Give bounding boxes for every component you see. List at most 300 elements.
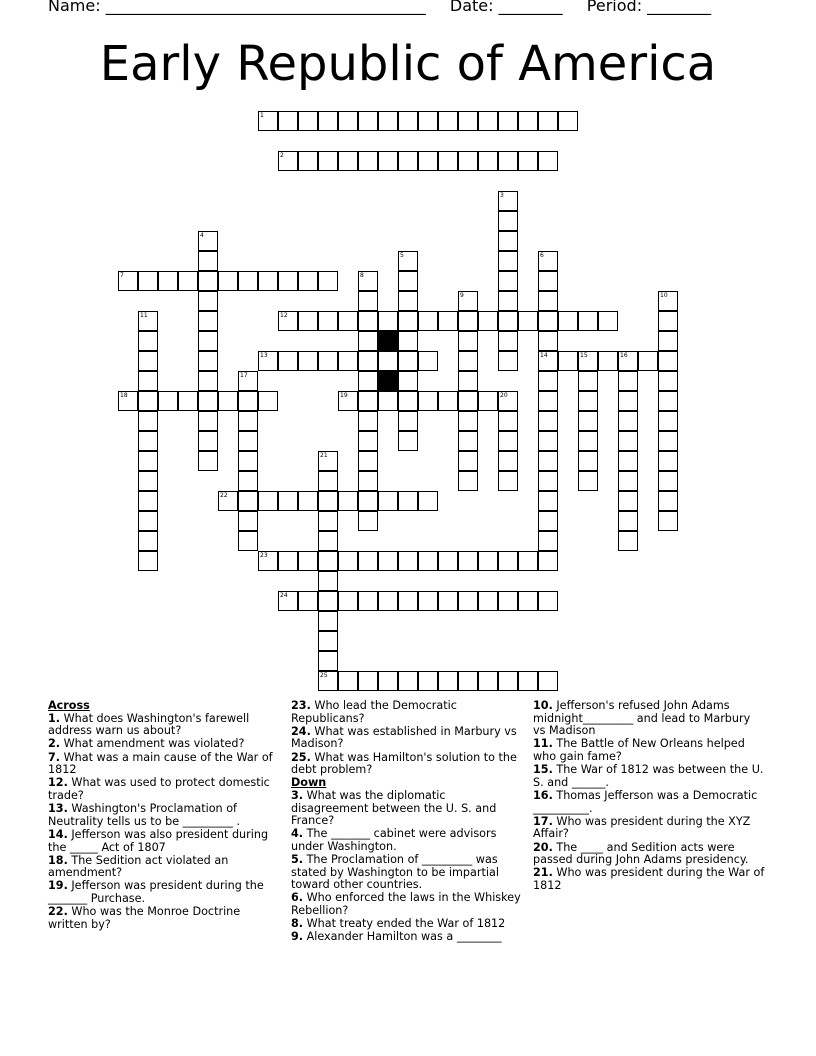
crossword-cell[interactable] <box>638 351 658 371</box>
crossword-cell[interactable] <box>398 331 418 351</box>
crossword-cell[interactable] <box>538 551 558 571</box>
crossword-cell[interactable] <box>358 371 378 391</box>
clue-item <box>48 713 280 738</box>
crossword-cell[interactable] <box>318 671 338 691</box>
period-blank[interactable]: ________ <box>647 0 712 15</box>
crossword-cell[interactable] <box>458 451 478 471</box>
crossword-cell[interactable] <box>658 391 678 411</box>
crossword-cell[interactable] <box>378 351 398 371</box>
clue-item-number: 5. <box>291 853 304 867</box>
crossword-cell[interactable] <box>258 271 278 291</box>
crossword-cell[interactable] <box>338 551 358 571</box>
crossword-cell[interactable] <box>278 491 298 511</box>
clue-item <box>291 752 523 777</box>
crossword-cell[interactable] <box>118 391 138 411</box>
crossword-cell[interactable] <box>478 151 498 171</box>
crossword-cell[interactable] <box>358 391 378 411</box>
crossword-cell[interactable] <box>518 111 538 131</box>
crossword-cell[interactable] <box>278 311 298 331</box>
crossword-cell[interactable] <box>498 151 518 171</box>
crossword-cell[interactable] <box>498 411 518 431</box>
crossword-cell[interactable] <box>478 311 498 331</box>
crossword-cell[interactable] <box>458 111 478 131</box>
crossword-cell[interactable] <box>538 471 558 491</box>
crossword-cell[interactable] <box>498 291 518 311</box>
crossword-cell[interactable] <box>238 451 258 471</box>
crossword-cell[interactable] <box>418 491 438 511</box>
crossword-cell[interactable] <box>378 551 398 571</box>
crossword-cell[interactable] <box>238 391 258 411</box>
crossword-cell[interactable] <box>238 431 258 451</box>
crossword-cell[interactable] <box>458 311 478 331</box>
crossword-cell[interactable] <box>358 671 378 691</box>
crossword-cell[interactable] <box>138 471 158 491</box>
crossword-cell[interactable] <box>538 391 558 411</box>
crossword-cell[interactable] <box>258 551 278 571</box>
crossword-cell[interactable] <box>518 311 538 331</box>
crossword-cell[interactable] <box>578 311 598 331</box>
crossword-cell[interactable] <box>338 491 358 511</box>
crossword-cell[interactable] <box>218 491 238 511</box>
clue-item-text: What treaty ended the War of 1812 <box>303 917 506 931</box>
crossword-cell[interactable] <box>418 111 438 131</box>
crossword-cell[interactable] <box>278 351 298 371</box>
crossword-cell[interactable] <box>618 351 638 371</box>
crossword-cell[interactable] <box>498 351 518 371</box>
crossword-cell[interactable] <box>458 391 478 411</box>
crossword-cell[interactable] <box>378 151 398 171</box>
crossword-cell[interactable] <box>138 431 158 451</box>
crossword-cell[interactable] <box>498 211 518 231</box>
crossword-cell[interactable] <box>198 311 218 331</box>
crossword-cell[interactable] <box>278 591 298 611</box>
crossword-cell[interactable] <box>358 491 378 511</box>
crossword-cell[interactable] <box>318 111 338 131</box>
crossword-cell[interactable] <box>658 431 678 451</box>
crossword-cell[interactable] <box>458 331 478 351</box>
crossword-cell[interactable] <box>618 451 638 471</box>
crossword-cell[interactable] <box>658 351 678 371</box>
crossword-cell[interactable] <box>618 391 638 411</box>
crossword-cell[interactable] <box>618 371 638 391</box>
crossword-cell[interactable] <box>378 671 398 691</box>
crossword-cell[interactable] <box>398 111 418 131</box>
clue-item-number: 4. <box>291 827 304 841</box>
crossword-cell[interactable] <box>338 671 358 691</box>
crossword-cell[interactable] <box>518 591 538 611</box>
crossword-cell[interactable] <box>458 471 478 491</box>
crossword-cell[interactable] <box>498 451 518 471</box>
crossword-cell[interactable] <box>398 391 418 411</box>
crossword-cell[interactable] <box>178 271 198 291</box>
crossword-cell[interactable] <box>658 511 678 531</box>
crossword-cell[interactable] <box>498 231 518 251</box>
crossword-cell[interactable] <box>138 271 158 291</box>
crossword-cell[interactable] <box>558 311 578 331</box>
crossword-cell[interactable] <box>538 371 558 391</box>
crossword-cell[interactable] <box>538 671 558 691</box>
crossword-cell[interactable] <box>358 551 378 571</box>
crossword-cell[interactable] <box>498 251 518 271</box>
crossword-cell[interactable] <box>458 291 478 311</box>
crossword-cell[interactable] <box>138 451 158 471</box>
crossword-cell[interactable] <box>358 331 378 351</box>
clue-item-number: 24. <box>291 724 311 738</box>
crossword-cell[interactable] <box>358 151 378 171</box>
crossword-cell[interactable] <box>218 391 238 411</box>
crossword-cell[interactable] <box>378 111 398 131</box>
crossword-cell[interactable] <box>138 491 158 511</box>
crossword-cell[interactable] <box>538 511 558 531</box>
crossword-cell[interactable] <box>238 531 258 551</box>
clue-item <box>533 816 765 841</box>
crossword-cell[interactable] <box>198 451 218 471</box>
crossword-cell[interactable] <box>618 431 638 451</box>
clue-item-number: 18. <box>48 853 68 867</box>
date-label: Date: <box>449 0 494 15</box>
clue-number: 2 <box>280 152 284 159</box>
crossword-cell[interactable] <box>538 271 558 291</box>
crossword-cell[interactable] <box>418 311 438 331</box>
crossword-cell[interactable] <box>618 471 638 491</box>
crossword-cell[interactable] <box>358 431 378 451</box>
crossword-cell[interactable] <box>338 391 358 411</box>
crossword-cell[interactable] <box>378 391 398 411</box>
crossword-cell[interactable] <box>398 271 418 291</box>
crossword-cell[interactable] <box>198 231 218 251</box>
crossword-cell[interactable] <box>138 371 158 391</box>
crossword-cell[interactable] <box>298 311 318 331</box>
clue-item-text: Who was president during the XYZ Affair? <box>533 814 751 841</box>
crossword-cell[interactable] <box>138 311 158 331</box>
clue-item-number: 13. <box>48 802 68 816</box>
crossword-cell[interactable] <box>138 391 158 411</box>
crossword-cell[interactable] <box>618 491 638 511</box>
crossword-cell[interactable] <box>478 111 498 131</box>
crossword-cell[interactable] <box>358 451 378 471</box>
crossword-cell[interactable] <box>278 111 298 131</box>
crossword-cell[interactable] <box>538 451 558 471</box>
crossword-cell[interactable] <box>318 311 338 331</box>
crossword-cell[interactable] <box>538 251 558 271</box>
crossword-cell[interactable] <box>658 311 678 331</box>
crossword-cell[interactable] <box>498 191 518 211</box>
clue-item-number: 8. <box>291 917 304 931</box>
crossword-cell[interactable] <box>318 571 338 591</box>
crossword-cell[interactable] <box>578 391 598 411</box>
crossword-cell[interactable] <box>358 111 378 131</box>
crossword-cell[interactable] <box>198 271 218 291</box>
crossword-cell[interactable] <box>358 271 378 291</box>
crossword-cell[interactable] <box>478 591 498 611</box>
clue-number: 18 <box>120 392 128 399</box>
crossword-cell[interactable] <box>358 511 378 531</box>
crossword-cell[interactable] <box>558 111 578 131</box>
clue-item-number: 7. <box>48 750 61 764</box>
crossword-cell[interactable] <box>658 471 678 491</box>
crossword-cell[interactable] <box>458 551 478 571</box>
crossword-cell[interactable] <box>358 291 378 311</box>
crossword-cell[interactable] <box>418 391 438 411</box>
clue-number: 3 <box>500 192 504 199</box>
crossword-cell[interactable] <box>298 271 318 291</box>
crossword-cell[interactable] <box>398 411 418 431</box>
crossword-cell[interactable] <box>358 591 378 611</box>
clue-item <box>291 854 523 892</box>
crossword-cell[interactable] <box>238 471 258 491</box>
crossword-cell[interactable] <box>398 371 418 391</box>
clue-item <box>48 738 280 751</box>
crossword-cell[interactable] <box>318 451 338 471</box>
crossword-cell[interactable] <box>658 411 678 431</box>
clue-item-text: What does Washington's farewell address warn us about? <box>48 711 250 738</box>
crossword-cell[interactable] <box>438 591 458 611</box>
crossword-cell[interactable] <box>338 151 358 171</box>
crossword-cell[interactable] <box>438 151 458 171</box>
crossword-cell[interactable] <box>538 431 558 451</box>
crossword-cell[interactable] <box>658 491 678 511</box>
crossword-cell[interactable] <box>438 111 458 131</box>
crossword-cell[interactable] <box>498 471 518 491</box>
crossword-cell[interactable] <box>458 411 478 431</box>
crossword-cell[interactable] <box>138 331 158 351</box>
crossword-cell[interactable] <box>138 531 158 551</box>
crossword-cell[interactable] <box>538 331 558 351</box>
clue-item-text: The Sedition act violated an amendment? <box>48 853 229 880</box>
crossword-cell[interactable] <box>158 271 178 291</box>
crossword-cell[interactable] <box>138 551 158 571</box>
crossword-cell[interactable] <box>478 671 498 691</box>
crossword-cell[interactable] <box>318 491 338 511</box>
crossword-cell[interactable] <box>298 551 318 571</box>
crossword-cell[interactable] <box>318 591 338 611</box>
clue-item-number: 9. <box>291 930 304 944</box>
crossword-cell[interactable] <box>418 351 438 371</box>
crossword-cell[interactable] <box>278 271 298 291</box>
crossword-cell[interactable] <box>458 151 478 171</box>
crossword-cell[interactable] <box>578 371 598 391</box>
crossword-cell[interactable] <box>138 351 158 371</box>
name-blank[interactable]: ________________________________________ <box>105 0 426 15</box>
clue-item-number: 2. <box>48 737 61 751</box>
crossword-cell[interactable] <box>378 591 398 611</box>
crossword-cell[interactable] <box>338 351 358 371</box>
crossword-cell[interactable] <box>498 311 518 331</box>
crossword-cell[interactable] <box>358 411 378 431</box>
crossword-cell[interactable] <box>658 451 678 471</box>
crossword-cell[interactable] <box>318 551 338 571</box>
crossword-cell[interactable] <box>258 351 278 371</box>
clue-number: 19 <box>340 392 348 399</box>
crossword-cell[interactable] <box>238 491 258 511</box>
crossword-cell[interactable] <box>538 111 558 131</box>
crossword-cell[interactable] <box>418 551 438 571</box>
crossword-cell[interactable] <box>258 391 278 411</box>
crossword-cell[interactable] <box>318 611 338 631</box>
crossword-cell[interactable] <box>538 491 558 511</box>
crossword-cell[interactable] <box>618 531 638 551</box>
crossword-cell[interactable] <box>558 351 578 371</box>
clue-item-text: Alexander Hamilton was a ________ <box>303 930 502 944</box>
crossword-cell[interactable] <box>578 411 598 431</box>
crossword-cell[interactable] <box>338 591 358 611</box>
crossword-cell[interactable] <box>398 291 418 311</box>
clue-item-number: 10. <box>533 699 553 712</box>
clue-number: 21 <box>320 452 328 459</box>
crossword-cell[interactable] <box>238 411 258 431</box>
crossword-cell[interactable] <box>378 311 398 331</box>
crossword-cell[interactable] <box>658 331 678 351</box>
crossword-cell[interactable] <box>198 251 218 271</box>
crossword-cell[interactable] <box>398 671 418 691</box>
crossword-cell[interactable] <box>358 471 378 491</box>
crossword-cell[interactable] <box>198 411 218 431</box>
crossword-cell[interactable] <box>358 351 378 371</box>
crossword-cell[interactable] <box>538 151 558 171</box>
crossword-cell[interactable] <box>318 631 338 651</box>
crossword-cell[interactable] <box>118 271 138 291</box>
crossword-cell[interactable] <box>518 551 538 571</box>
crossword-cell[interactable] <box>298 111 318 131</box>
crossword-cell[interactable] <box>398 311 418 331</box>
crossword-cell[interactable] <box>318 351 338 371</box>
crossword-cell[interactable] <box>458 371 478 391</box>
crossword-cell[interactable] <box>398 551 418 571</box>
clue-number: 22 <box>220 492 228 499</box>
crossword-cell[interactable] <box>578 351 598 371</box>
crossword-cell[interactable] <box>618 511 638 531</box>
clue-item <box>48 880 280 905</box>
crossword-cell[interactable] <box>298 491 318 511</box>
crossword-cell[interactable] <box>538 591 558 611</box>
crossword-cell[interactable] <box>398 351 418 371</box>
crossword-cell[interactable] <box>138 411 158 431</box>
crossword-cell[interactable] <box>178 391 198 411</box>
clue-item <box>291 700 523 725</box>
crossword-cell[interactable] <box>298 591 318 611</box>
crossword-cell[interactable] <box>578 471 598 491</box>
crossword-cell[interactable] <box>538 311 558 331</box>
crossword-cell[interactable] <box>498 431 518 451</box>
crossword-cell[interactable] <box>198 391 218 411</box>
crossword-cell[interactable] <box>338 311 358 331</box>
crossword-cell[interactable] <box>358 311 378 331</box>
crossword-cell[interactable] <box>198 371 218 391</box>
clue-number: 17 <box>240 372 248 379</box>
crossword-cell[interactable] <box>458 591 478 611</box>
crossword-cell[interactable] <box>438 311 458 331</box>
crossword-cell[interactable] <box>578 431 598 451</box>
clue-number: 15 <box>580 352 588 359</box>
across-heading: Across <box>48 699 90 712</box>
crossword-cell[interactable] <box>538 351 558 371</box>
crossword-cell[interactable] <box>398 431 418 451</box>
clue-number: 5 <box>400 252 404 259</box>
crossword-cell[interactable] <box>338 111 358 131</box>
crossword-cell[interactable] <box>418 591 438 611</box>
crossword-cell[interactable] <box>418 151 438 171</box>
crossword-cell[interactable] <box>238 511 258 531</box>
clue-item-text: What was a main cause of the War of 1812 <box>48 750 273 777</box>
crossword-cell[interactable] <box>138 511 158 531</box>
crossword-cell[interactable] <box>238 271 258 291</box>
crossword-cell[interactable] <box>318 271 338 291</box>
crossword-cell[interactable] <box>438 551 458 571</box>
crossword-cell[interactable] <box>598 351 618 371</box>
clue-number: 23 <box>260 552 268 559</box>
clue-item <box>291 828 523 853</box>
crossword-cell[interactable] <box>498 591 518 611</box>
clue-item-number: 25. <box>291 750 311 764</box>
crossword-cell[interactable] <box>518 151 538 171</box>
crossword-cell[interactable] <box>318 471 338 491</box>
crossword-cell[interactable] <box>538 291 558 311</box>
crossword-cell[interactable] <box>458 431 478 451</box>
crossword-cell[interactable] <box>318 651 338 671</box>
crossword-cell[interactable] <box>398 251 418 271</box>
crossword-cell[interactable] <box>258 111 278 131</box>
clue-item <box>533 842 765 867</box>
crossword-cell[interactable] <box>478 391 498 411</box>
date-blank[interactable]: ________ <box>498 0 563 15</box>
crossword-cell[interactable] <box>538 531 558 551</box>
clue-item-text: Who enforced the laws in the Whiskey Rebellion? <box>291 891 521 918</box>
crossword-cell[interactable] <box>458 351 478 371</box>
crossword-cell[interactable] <box>318 151 338 171</box>
crossword-cell[interactable] <box>438 391 458 411</box>
crossword-cell[interactable] <box>498 391 518 411</box>
crossword-cell[interactable] <box>398 491 418 511</box>
crossword-cell[interactable] <box>498 111 518 131</box>
crossword-cell[interactable] <box>198 291 218 311</box>
crossword-cell[interactable] <box>438 671 458 691</box>
crossword-cell[interactable] <box>498 551 518 571</box>
crossword-cell[interactable] <box>278 551 298 571</box>
clue-number: 25 <box>320 672 328 679</box>
crossword-cell[interactable] <box>658 371 678 391</box>
crossword-cell[interactable] <box>478 551 498 571</box>
crossword-cell[interactable] <box>198 431 218 451</box>
crossword-cell[interactable] <box>498 671 518 691</box>
crossword-cell[interactable] <box>498 271 518 291</box>
crossword-cell[interactable] <box>318 511 338 531</box>
crossword-cell[interactable] <box>218 271 238 291</box>
crossword-cell[interactable] <box>498 331 518 351</box>
crossword-cell[interactable] <box>618 411 638 431</box>
crossword-cell[interactable] <box>418 671 438 691</box>
crossword-cell[interactable] <box>198 351 218 371</box>
crossword-cell[interactable] <box>258 491 278 511</box>
crossword-cell[interactable] <box>298 151 318 171</box>
crossword-cell[interactable] <box>198 331 218 351</box>
crossword-cell[interactable] <box>458 671 478 691</box>
crossword-cell[interactable] <box>318 531 338 551</box>
crossword-cell[interactable] <box>398 591 418 611</box>
crossword-cell[interactable] <box>238 371 258 391</box>
clue-number: 4 <box>200 232 204 239</box>
crossword-cell[interactable] <box>598 311 618 331</box>
crossword-cell[interactable] <box>278 151 298 171</box>
crossword-cell[interactable] <box>518 671 538 691</box>
crossword-cell[interactable] <box>578 451 598 471</box>
crossword-cell[interactable] <box>158 391 178 411</box>
crossword-cell[interactable] <box>538 411 558 431</box>
crossword-cell[interactable] <box>298 351 318 371</box>
clue-item-number: 19. <box>48 879 68 893</box>
crossword-cell[interactable] <box>378 491 398 511</box>
crossword-cell[interactable] <box>658 291 678 311</box>
crossword-cell[interactable] <box>398 151 418 171</box>
